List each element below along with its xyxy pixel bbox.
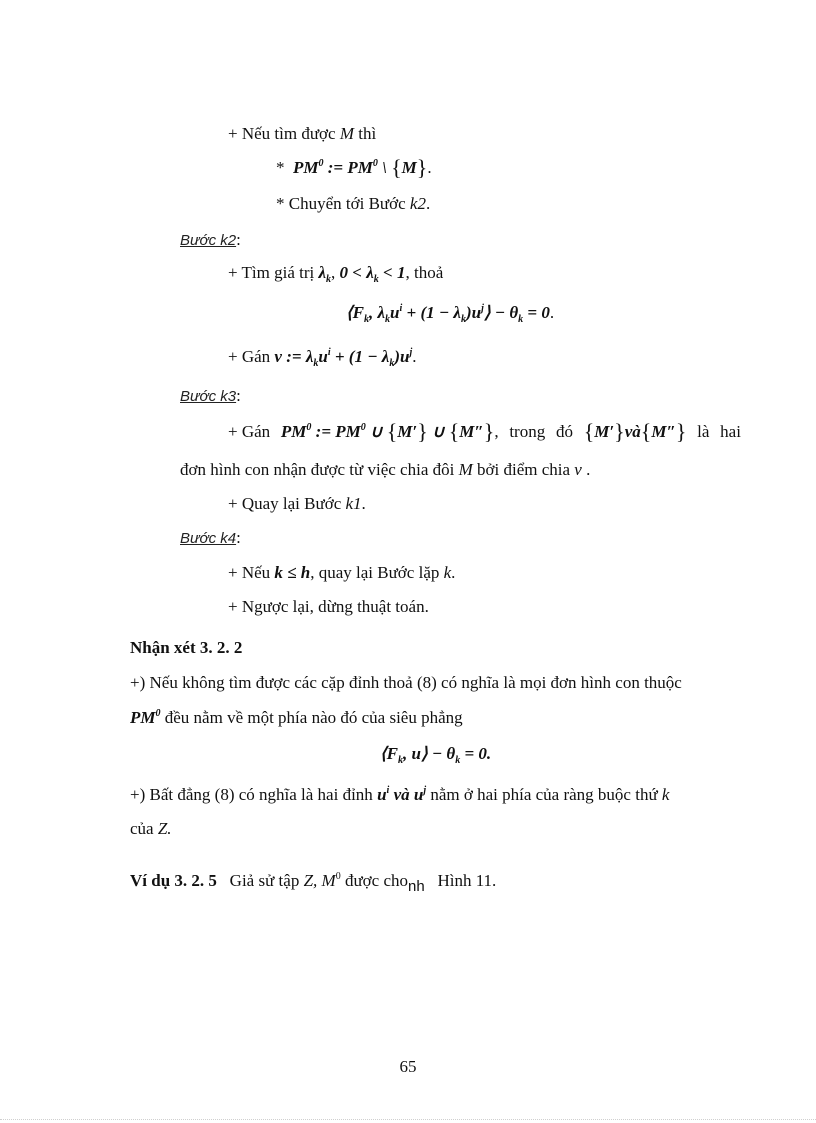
example-line <box>130 871 496 897</box>
var-k: k <box>443 563 452 582</box>
text: +) Bất đẳng (8) có nghĩa là hai đỉnh <box>130 785 373 804</box>
formula: {M′}và{M″} <box>583 419 687 444</box>
bullet: * <box>276 158 285 177</box>
text: + Nếu tìm được <box>228 124 336 143</box>
text-line-4: + Tìm giá trị $\lambda_k$, $0 < \lambda_k < 1$, thoả <box>228 263 444 285</box>
page-bottom-divider <box>0 1119 816 1120</box>
text: trong <box>509 422 546 441</box>
formula: $PM^0$ := $PM^0$ \ {M} <box>293 155 428 180</box>
formula: $⟨F_k$, u⟩ − $\theta_k = 0$. <box>380 744 492 766</box>
condition: $0 < \lambda_k < 1$ <box>339 263 406 285</box>
text: là <box>697 422 710 441</box>
var-z-m: Z, $M^0$ <box>303 871 341 890</box>
remark-line-2 <box>130 708 463 728</box>
formula: k ≤ h <box>274 563 311 582</box>
step-heading-k3: Bước k3: <box>180 386 241 405</box>
remark-line-1 <box>130 673 682 693</box>
step-label: Bước k3 <box>180 388 237 405</box>
formula-line-remove: * $PM^0$ := $PM^0$ \ {M}. <box>276 155 432 180</box>
var-k2: k2 <box>409 194 426 213</box>
step-heading-k2: Bước k2: <box>180 230 241 249</box>
text-line-7 <box>228 419 741 444</box>
formula-line-lambda: $⟨F_k$, $\lambda_ku^i + (1$ − $\lambda_k)u^j⟩ - \theta_k = 0$. <box>346 303 555 325</box>
step-heading-k4: Bước k4: <box>180 528 241 547</box>
example-title: Ví dụ 3. 2. 5 <box>130 871 217 890</box>
remark-line-4 <box>130 785 669 805</box>
text-line-3: * Chuyển tới Bước k2. <box>276 194 431 213</box>
text: + Tìm giá trị <box>228 263 315 282</box>
formula: v := $\lambda_ku^i + (1 - \lambda_k)u^j$ <box>274 347 413 369</box>
remark-title: Nhận xét 3. 2. 2 <box>130 638 243 657</box>
text-fragment: nh <box>408 878 425 895</box>
text: + Ngược lại, dừng thuật toán. <box>228 597 429 616</box>
text: Giả sử tập <box>229 871 300 890</box>
formula: $⟨F_k$, $\lambda_ku^i + (1$ − $\lambda_k)u^j⟩ - \theta_k = 0$ <box>346 303 550 325</box>
text: thì <box>358 124 377 143</box>
text: đơn hình con nhận được từ việc chia đôi <box>180 460 455 479</box>
text: đó <box>555 422 573 441</box>
var-z: Z. <box>157 819 172 838</box>
text-line-6: + Gán v := $\lambda_ku^i + (1 - \lambda_k)u^j$. <box>228 347 417 369</box>
text-line-11 <box>228 597 429 617</box>
text: được cho <box>344 871 408 890</box>
text: của <box>130 819 154 838</box>
text: , thoả <box>405 263 444 282</box>
page-number: 65 <box>399 1057 417 1076</box>
var-k1: k1 <box>345 494 362 513</box>
var-v: v <box>574 460 582 479</box>
text: + Gán <box>228 347 271 366</box>
formula: $PM^0$ := $PM^0$ ∪ {M′} ∪ {M″}, <box>280 419 499 444</box>
text: + Gán <box>228 422 271 441</box>
text-line-9: + Quay lại Bước k1. <box>228 494 366 513</box>
text: Hình 11. <box>437 871 497 890</box>
formula: $PM^0$ <box>130 708 161 727</box>
formula: $u^i$ và $u^j$ <box>377 785 427 804</box>
text: bởi điểm chia <box>477 460 571 479</box>
step-label: Bước k4 <box>180 530 237 547</box>
remark-line-5 <box>130 819 172 839</box>
text: đều nằm về một phía nào đó của siêu phẳng <box>164 708 463 727</box>
var-m: M <box>458 460 473 479</box>
text: + Nếu <box>228 563 271 582</box>
text: , quay lại Bước lặp <box>310 563 440 582</box>
text-line-1 <box>228 124 376 144</box>
text: + Quay lại Bước <box>228 494 342 513</box>
text: * Chuyển tới Bước <box>276 194 406 213</box>
text: +) Nếu không tìm được các cặp đỉnh thoả (8) có nghĩa là mọi đơn hình con thuộc <box>130 673 682 692</box>
text-line-10: + Nếu k ≤ h, quay lại Bước lặp k. <box>228 563 456 582</box>
lambda: $\lambda_k$ <box>318 263 332 285</box>
formula-hyperplane <box>380 744 491 764</box>
text: nằm ở hai phía của ràng buộc thứ <box>430 785 658 804</box>
step-label: Bước k2 <box>180 232 237 249</box>
var-m: M <box>339 124 354 143</box>
text-line-8: đơn hình con nhận được từ việc chia đôi M bởi điểm chia v . <box>180 460 591 479</box>
var-k: k <box>661 785 670 804</box>
text: hai <box>720 422 741 441</box>
